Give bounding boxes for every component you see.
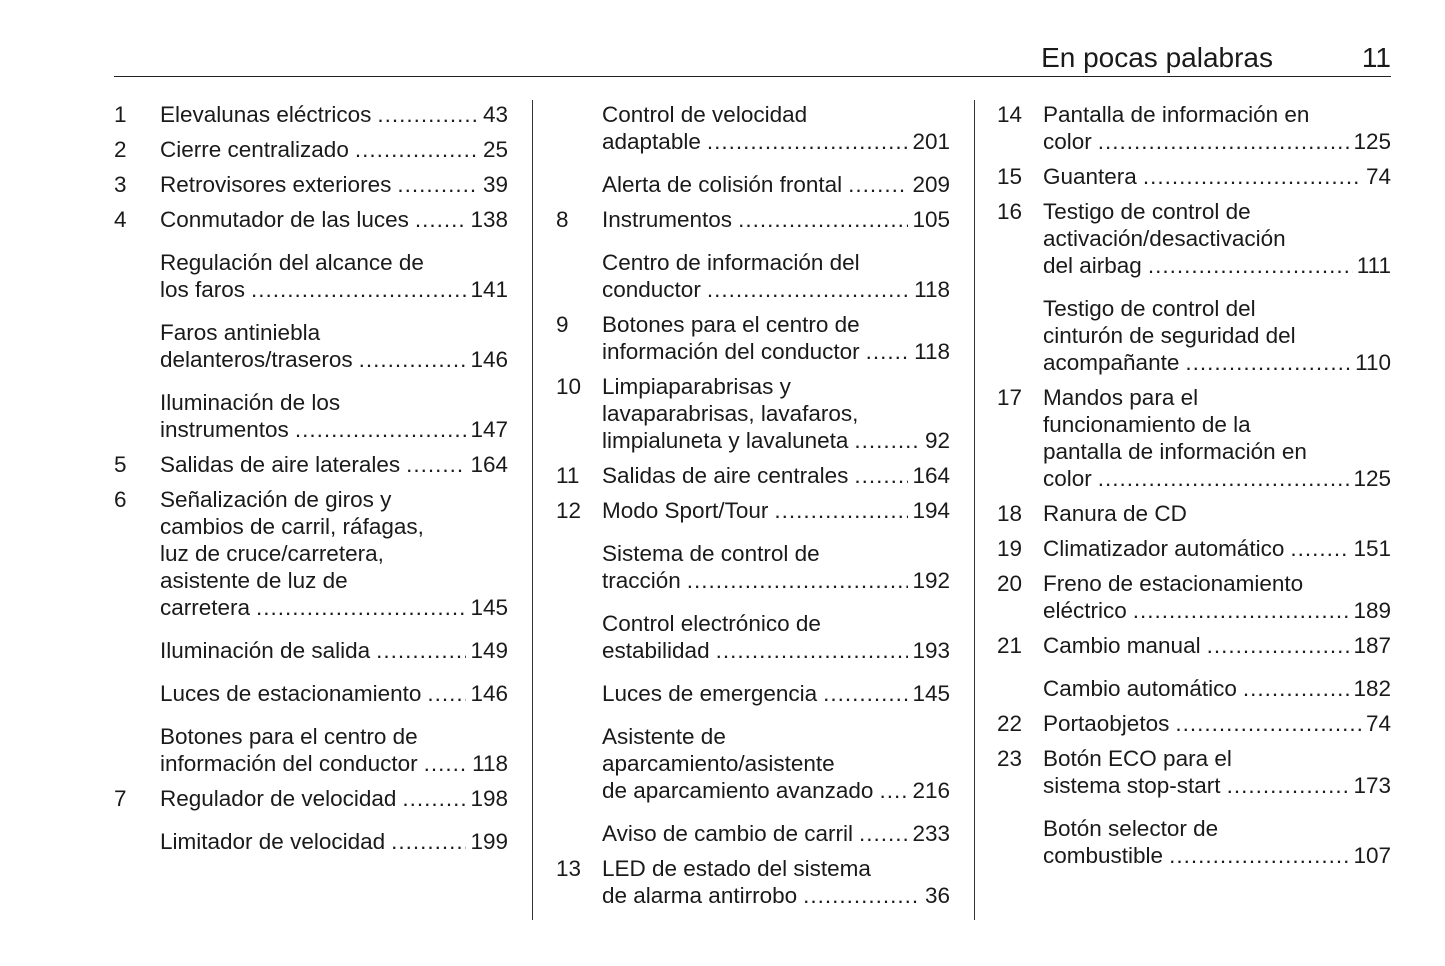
entry-last-line <box>1043 772 1391 799</box>
index-entry <box>114 171 508 198</box>
entry-last-line <box>602 427 950 454</box>
entry-last-line <box>602 882 950 909</box>
index-entry <box>997 570 1391 624</box>
entry-number: 13 <box>556 856 582 881</box>
entry-last-line <box>1043 842 1391 869</box>
dot-leader <box>1243 675 1350 702</box>
entry-last-line <box>602 567 950 594</box>
index-entry <box>114 785 508 812</box>
entry-text: Control de velocidad <box>602 102 808 127</box>
entry-text: eléctrico <box>1043 598 1127 623</box>
entry-number: 6 <box>114 487 127 512</box>
entry-text: Mandos para el <box>1043 385 1199 410</box>
entry-text: sistema stop-start <box>1043 773 1221 798</box>
dot-leader <box>1143 163 1362 190</box>
index-entry <box>114 389 508 443</box>
entry-page-ref: 199 <box>470 829 508 854</box>
dot-leader <box>803 882 921 909</box>
entry-text: Centro de información del <box>602 250 860 275</box>
dot-leader <box>256 594 466 621</box>
index-entry <box>556 497 950 524</box>
index-entry <box>556 171 950 198</box>
entry-page-ref: 74 <box>1365 164 1391 189</box>
entry-page-ref: 36 <box>924 883 950 908</box>
entry-page-ref: 118 <box>914 277 950 302</box>
index-entry <box>114 486 508 621</box>
dot-leader <box>427 680 466 707</box>
entry-last-line <box>1043 535 1391 562</box>
entry-text: Botón ECO para el <box>1043 746 1232 771</box>
entry-last-line <box>160 828 508 855</box>
dot-leader <box>1169 842 1349 869</box>
entry-text: conductor <box>602 277 701 302</box>
entry-last-line <box>602 462 950 489</box>
entry-text: Modo Sport/Tour <box>602 498 769 523</box>
index-entry <box>556 373 950 454</box>
index-entry <box>114 136 508 163</box>
entry-page-ref: 198 <box>470 786 508 811</box>
entry-page-ref: 111 <box>1356 253 1391 278</box>
entry-last-line <box>602 820 950 847</box>
index-entry <box>997 815 1391 869</box>
entry-page-ref: 201 <box>912 129 950 154</box>
dot-leader <box>406 451 466 478</box>
index-entry <box>556 462 950 489</box>
entry-last-line <box>160 206 508 233</box>
entry-text: Cierre centralizado <box>160 137 349 162</box>
index-entry <box>556 101 950 155</box>
entry-page-ref: 189 <box>1353 598 1391 623</box>
entry-last-line <box>602 338 950 365</box>
dot-leader <box>355 136 479 163</box>
entry-text: Testigo de control del <box>1043 296 1256 321</box>
index-entry <box>997 535 1391 562</box>
dot-leader <box>687 567 909 594</box>
entry-last-line <box>160 171 508 198</box>
entry-last-line <box>1043 163 1391 190</box>
entry-text: Guantera <box>1043 164 1137 189</box>
entry-text: acompañante <box>1043 350 1180 375</box>
entry-page-ref: 110 <box>1355 350 1391 375</box>
entry-text: funcionamiento de la <box>1043 412 1251 437</box>
entry-last-line <box>1043 465 1391 492</box>
entry-text: Pantalla de información en <box>1043 102 1310 127</box>
dot-leader <box>854 462 908 489</box>
entry-text: pantalla de información en <box>1043 439 1307 464</box>
index-entry <box>114 828 508 855</box>
entry-last-line <box>1043 710 1391 737</box>
dot-leader <box>376 637 466 664</box>
entry-text: Testigo de control de <box>1043 199 1251 224</box>
dot-leader <box>1185 349 1351 376</box>
index-entry <box>114 101 508 128</box>
entry-text: Alerta de colisión frontal <box>602 172 843 197</box>
entry-page-ref: 105 <box>912 207 950 232</box>
entry-page-ref: 92 <box>924 428 950 453</box>
index-entry <box>114 451 508 478</box>
index-entry <box>997 632 1391 659</box>
entry-page-ref: 43 <box>482 102 508 127</box>
entry-last-line <box>602 206 950 233</box>
section-title: En pocas palabras <box>1041 42 1273 73</box>
entry-number: 20 <box>997 571 1023 596</box>
entry-text: combustible <box>1043 843 1164 868</box>
entry-text: los faros <box>160 277 246 302</box>
entry-text: Climatizador automático <box>1043 536 1285 561</box>
column-divider <box>532 100 533 920</box>
entry-text: activación/desactivación <box>1043 226 1286 251</box>
entry-text: Instrumentos <box>602 207 733 232</box>
entry-last-line <box>160 594 508 621</box>
entry-text: Ranura de CD <box>1043 501 1187 526</box>
dot-leader <box>774 497 908 524</box>
dot-leader <box>716 637 909 664</box>
entry-text: instrumentos <box>160 417 289 442</box>
entry-text: Asistente de <box>602 724 726 749</box>
entry-text: aparcamiento/asistente <box>602 751 835 776</box>
index-entry <box>997 500 1391 527</box>
entry-text: de aparcamiento avanzado <box>602 778 874 803</box>
entry-text: Botones para el centro de <box>602 312 860 337</box>
entry-last-line <box>1043 252 1391 279</box>
index-column-3 <box>997 101 1391 869</box>
entry-last-line <box>602 777 950 804</box>
entry-text: Salidas de aire centrales <box>602 463 849 488</box>
entry-text: Iluminación de salida <box>160 638 371 663</box>
entry-page-ref: 125 <box>1353 129 1391 154</box>
entry-last-line <box>1043 597 1391 624</box>
entry-number: 19 <box>997 536 1023 561</box>
index-entry <box>556 680 950 707</box>
entry-last-line <box>160 136 508 163</box>
entry-last-line <box>160 416 508 443</box>
dot-leader <box>1175 710 1362 737</box>
index-entry <box>114 680 508 707</box>
index-entry <box>556 540 950 594</box>
entry-text: Botones para el centro de <box>160 724 418 749</box>
entry-text: Sistema de control de <box>602 541 820 566</box>
entry-page-ref: 193 <box>912 638 950 663</box>
entry-last-line <box>1043 675 1391 702</box>
entry-text: estabilidad <box>602 638 710 663</box>
dot-leader <box>707 276 910 303</box>
entry-text: Freno de estacionamiento <box>1043 571 1304 596</box>
entry-text: de alarma antirrobo <box>602 883 798 908</box>
entry-page-ref: 107 <box>1353 843 1391 868</box>
entry-last-line <box>1043 349 1391 376</box>
dot-leader <box>295 416 467 443</box>
entry-number: 23 <box>997 746 1023 771</box>
entry-text: Salidas de aire laterales <box>160 452 401 477</box>
entry-number: 8 <box>556 207 569 232</box>
page-number: 11 <box>1361 42 1391 73</box>
entry-text: información del conductor <box>160 751 418 776</box>
dot-leader <box>1207 632 1350 659</box>
entry-number: 3 <box>114 172 127 197</box>
entry-text: Faros antiniebla <box>160 320 321 345</box>
entry-page-ref: 146 <box>470 681 508 706</box>
index-entry <box>997 198 1391 279</box>
column-divider <box>974 100 975 920</box>
entry-page-ref: 182 <box>1353 676 1391 701</box>
dot-leader <box>377 101 479 128</box>
entry-page-ref: 187 <box>1353 633 1391 658</box>
index-entry <box>114 249 508 303</box>
entry-last-line <box>160 451 508 478</box>
entry-number: 18 <box>997 501 1023 526</box>
index-entry <box>997 101 1391 155</box>
index-entry <box>997 710 1391 737</box>
index-entry <box>114 206 508 233</box>
entry-text: Regulación del alcance de <box>160 250 424 275</box>
entry-page-ref: 149 <box>470 638 508 663</box>
entry-number: 16 <box>997 199 1023 224</box>
entry-text: Control electrónico de <box>602 611 821 636</box>
entry-number: 14 <box>997 102 1023 127</box>
entry-number: 17 <box>997 385 1023 410</box>
dot-leader <box>823 680 908 707</box>
entry-text: del airbag <box>1043 253 1142 278</box>
dot-leader <box>1133 597 1350 624</box>
entry-page-ref: 164 <box>470 452 508 477</box>
entry-text: Aviso de cambio de carril <box>602 821 853 846</box>
entry-number: 1 <box>114 102 127 127</box>
entry-page-ref: 141 <box>470 277 508 302</box>
entry-page-ref: 173 <box>1353 773 1391 798</box>
index-entry <box>556 610 950 664</box>
entry-text: información del conductor <box>602 339 860 364</box>
entry-page-ref: 164 <box>912 463 950 488</box>
dot-leader <box>251 276 466 303</box>
entry-page-ref: 25 <box>482 137 508 162</box>
index-entry <box>114 637 508 664</box>
entry-last-line <box>160 346 508 373</box>
entry-page-ref: 194 <box>912 498 950 523</box>
entry-last-line <box>160 785 508 812</box>
entry-number: 15 <box>997 164 1023 189</box>
entry-last-line <box>602 128 950 155</box>
entry-number: 21 <box>997 633 1023 658</box>
entry-last-line <box>160 680 508 707</box>
entry-number: 10 <box>556 374 582 399</box>
index-entry <box>997 295 1391 376</box>
entry-text: Luces de estacionamiento <box>160 681 422 706</box>
entry-text: Limpiaparabrisas y <box>602 374 791 399</box>
entry-number: 22 <box>997 711 1023 736</box>
entry-last-line <box>1043 632 1391 659</box>
entry-text: lavaparabrisas, lavafaros, <box>602 401 859 426</box>
entry-text: Botón selector de <box>1043 816 1219 841</box>
entry-last-line <box>160 637 508 664</box>
entry-number: 11 <box>556 463 580 488</box>
entry-text: Portaobjetos <box>1043 711 1170 736</box>
entry-text: LED de estado del sistema <box>602 856 871 881</box>
entry-text: adaptable <box>602 129 701 154</box>
entry-text: color <box>1043 129 1092 154</box>
entry-text: Señalización de giros y <box>160 487 392 512</box>
page-header <box>114 40 1391 77</box>
entry-text: limpialuneta y lavaluneta <box>602 428 849 453</box>
entry-text: cambios de carril, ráfagas, <box>160 514 424 539</box>
dot-leader <box>424 750 468 777</box>
entry-number: 4 <box>114 207 127 232</box>
entry-text: carretera <box>160 595 251 620</box>
entry-last-line <box>602 171 950 198</box>
entry-last-line <box>160 750 508 777</box>
entry-number: 2 <box>114 137 127 162</box>
entry-text: Retrovisores exteriores <box>160 172 392 197</box>
entry-text: tracción <box>602 568 681 593</box>
index-column-2 <box>556 101 950 909</box>
entry-text: delanteros/traseros <box>160 347 353 372</box>
dot-leader <box>402 785 466 812</box>
entry-page-ref: 118 <box>472 751 508 776</box>
index-entry <box>114 723 508 777</box>
entry-page-ref: 118 <box>914 339 950 364</box>
entry-number: 7 <box>114 786 127 811</box>
entry-text: Cambio automático <box>1043 676 1237 701</box>
index-entry <box>556 206 950 233</box>
dot-leader <box>1227 772 1350 799</box>
dot-leader <box>866 338 910 365</box>
dot-leader <box>879 777 908 804</box>
entry-text: Elevalunas eléctricos <box>160 102 372 127</box>
dot-leader <box>397 171 479 198</box>
entry-number: 9 <box>556 312 569 337</box>
entry-number: 5 <box>114 452 127 477</box>
dot-leader <box>854 427 921 454</box>
index-entry <box>556 820 950 847</box>
entry-number: 12 <box>556 498 582 523</box>
index-entry <box>556 311 950 365</box>
entry-page-ref: 145 <box>470 595 508 620</box>
index-entry <box>997 745 1391 799</box>
entry-last-line <box>602 637 950 664</box>
entry-page-ref: 39 <box>482 172 508 197</box>
index-column-1 <box>114 101 508 855</box>
entry-text: Iluminación de los <box>160 390 341 415</box>
entry-page-ref: 74 <box>1365 711 1391 736</box>
dot-leader <box>391 828 466 855</box>
entry-page-ref: 125 <box>1353 466 1391 491</box>
entry-last-line <box>1043 128 1391 155</box>
entry-page-ref: 147 <box>470 417 508 442</box>
dot-leader <box>1148 252 1353 279</box>
entry-last-line <box>602 497 950 524</box>
entry-text: Regulador de velocidad <box>160 786 397 811</box>
dot-leader <box>707 128 909 155</box>
index-entry <box>556 723 950 804</box>
index-entry <box>997 163 1391 190</box>
dot-leader <box>1098 465 1350 492</box>
index-entry <box>997 675 1391 702</box>
index-entry <box>114 319 508 373</box>
entry-page-ref: 146 <box>470 347 508 372</box>
dot-leader <box>848 171 908 198</box>
entry-page-ref: 233 <box>912 821 950 846</box>
entry-text: asistente de luz de <box>160 568 348 593</box>
dot-leader <box>859 820 909 847</box>
entry-text: Limitador de velocidad <box>160 829 386 854</box>
entry-page-ref: 192 <box>912 568 950 593</box>
entry-text: Luces de emergencia <box>602 681 818 706</box>
dot-leader <box>738 206 908 233</box>
entry-page-ref: 145 <box>912 681 950 706</box>
entry-last-line <box>602 680 950 707</box>
entry-text: color <box>1043 466 1092 491</box>
index-entry <box>556 855 950 909</box>
entry-last-line <box>160 101 508 128</box>
dot-leader <box>1290 535 1349 562</box>
entry-last-line <box>160 276 508 303</box>
entry-page-ref: 209 <box>912 172 950 197</box>
dot-leader <box>1098 128 1350 155</box>
entry-text: luz de cruce/carretera, <box>160 541 384 566</box>
entry-page-ref: 151 <box>1353 536 1391 561</box>
entry-last-line <box>1043 500 1391 527</box>
dot-leader <box>359 346 467 373</box>
index-entry <box>556 249 950 303</box>
entry-text: Cambio manual <box>1043 633 1201 658</box>
entry-text: cinturón de seguridad del <box>1043 323 1296 348</box>
entry-last-line <box>602 276 950 303</box>
index-entry <box>997 384 1391 492</box>
entry-page-ref: 138 <box>470 207 508 232</box>
entry-text: Conmutador de las luces <box>160 207 409 232</box>
entry-page-ref: 216 <box>912 778 950 803</box>
dot-leader <box>415 206 467 233</box>
